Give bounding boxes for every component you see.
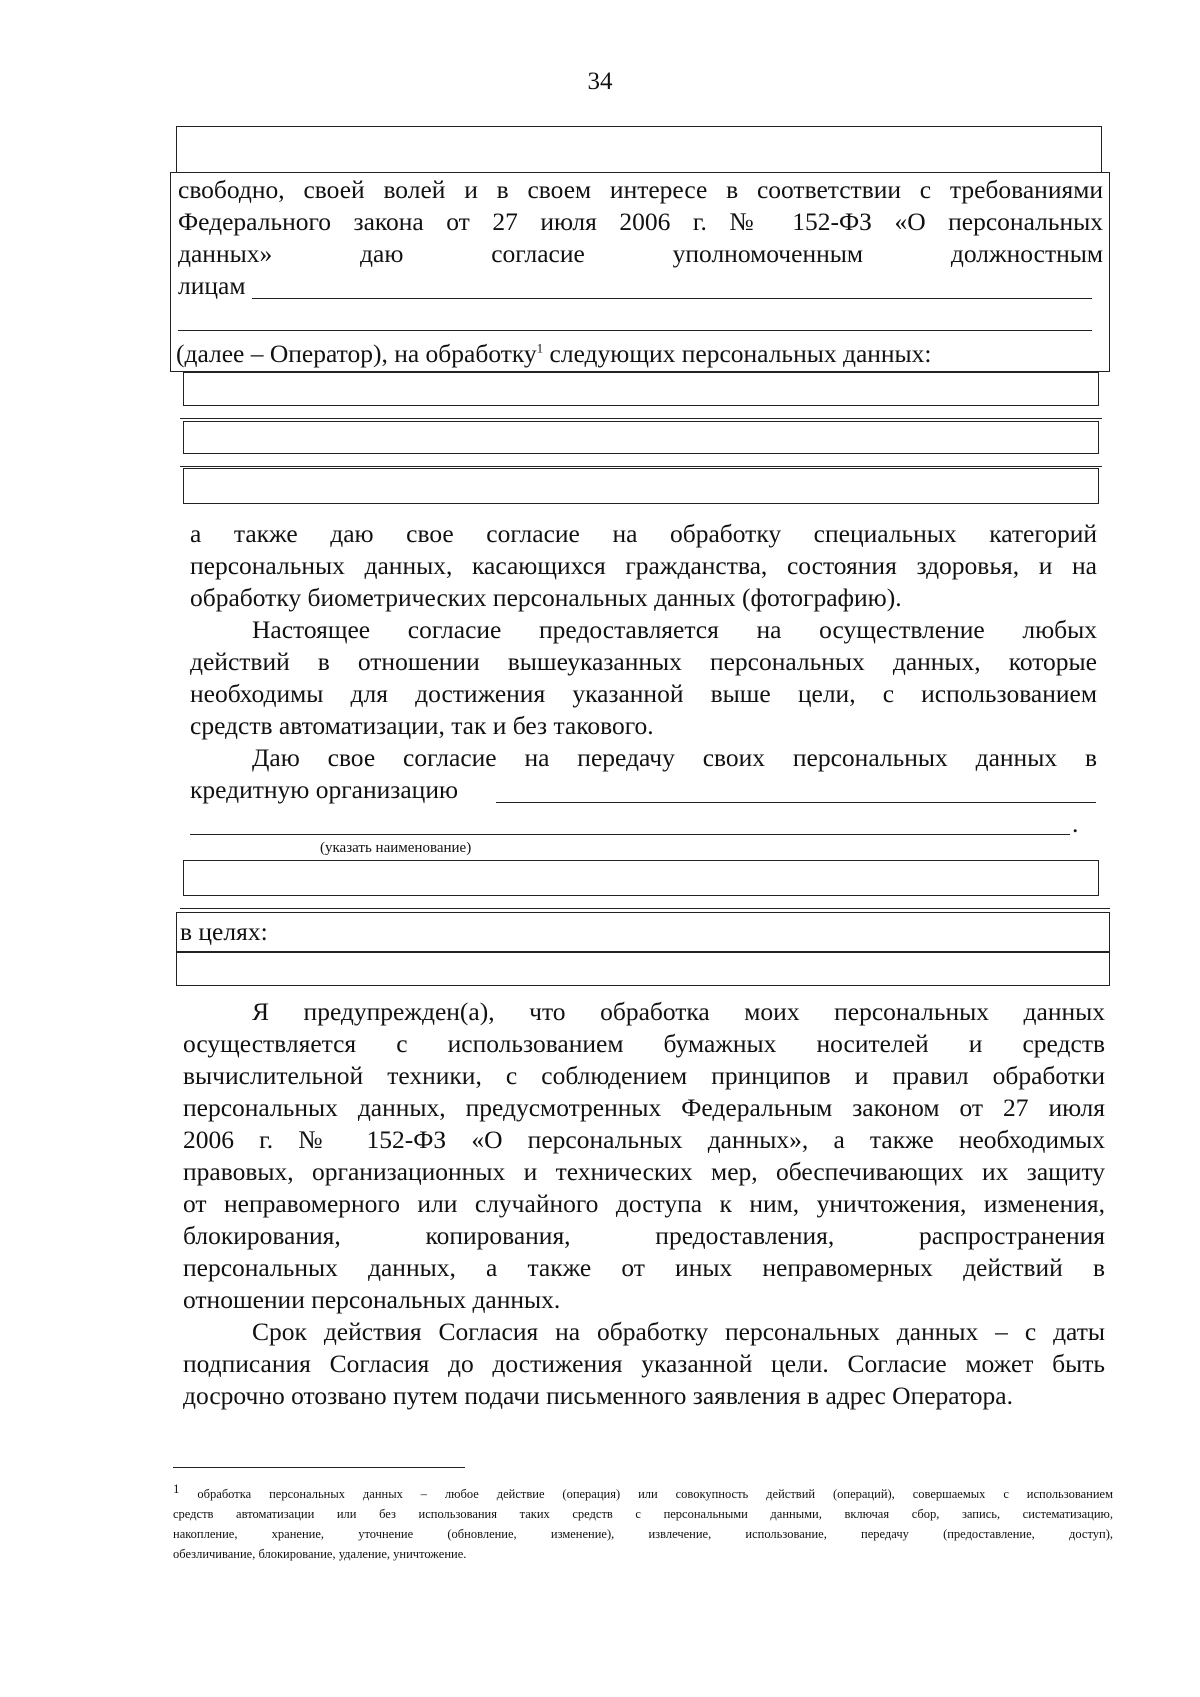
special-line-3: обработку биометрических персональных данных (фотографию). [190, 583, 902, 612]
special-line-2: персональных данных, касающихся гражданства, состояния здоровья, и на [190, 551, 1097, 580]
credit-org-hint: (указать наименование) [320, 840, 472, 856]
warning-line-6: правовых, организационных и технических мер, обеспечивающих их защиту [183, 1157, 1105, 1186]
term-line-1: Срок действия Согласия на обработку персональных данных – с даты [252, 1317, 1105, 1346]
separator-line-2 [180, 466, 1102, 467]
purpose-field[interactable] [176, 952, 1110, 986]
footnote-line-1 [173, 1480, 1113, 1504]
footnote-line-1-text: обработка персональных данных – любое действие (операция) или совокупность действий (операций), совершаемых с использованием [179, 1487, 1113, 1501]
top-field-box[interactable] [176, 126, 1102, 174]
footnote-line-2: средств автоматизации или без использования таких средств с персональными данными, включая сбор, запись, систематизацию, [173, 1507, 1113, 1521]
operator-definition [176, 338, 1106, 370]
actions-line-2: действий в отношении вышеуказанных персональных данных, которые [190, 647, 1097, 676]
operator-name-line-1[interactable] [252, 298, 1092, 299]
footnote-line-3: накопление, хранение, уточнение (обновление, изменение), извлечение, использование, передачу (предоставление, доступ), [173, 1527, 1113, 1541]
personal-data-field-3[interactable] [183, 468, 1099, 504]
credit-org-line-1[interactable] [496, 802, 1096, 803]
consent-line-1: свободно, своей волей и в своем интересе в соответствии с требованиями [178, 175, 1103, 204]
term-line-2: подписания Согласия до достижения указанной цели. Согласие может быть [183, 1349, 1105, 1378]
credit-org-field[interactable] [183, 860, 1099, 896]
actions-line-3: необходимы для достижения указанной выше цели, с использованием [190, 679, 1097, 708]
footnote-line-4: обезличивание, блокирование, удаление, уничтожение. [173, 1547, 467, 1561]
credit-org-line-2[interactable] [190, 834, 1070, 835]
separator-line-1 [180, 418, 1102, 419]
special-line-1: а также даю свое согласие на обработку специальных категорий [190, 519, 1097, 548]
warning-line-7: от неправомерного или случайного доступа к ним, уничтожения, изменения, [183, 1189, 1105, 1218]
operator-definition-prefix: (далее – Оператор), на обработку [176, 339, 537, 368]
footnote-ref[interactable]: 1 [536, 340, 544, 356]
warning-line-5: 2006 г. № 152-ФЗ «О персональных данных», а также необходимых [183, 1125, 1105, 1154]
warning-line-9: персональных данных, а также от иных неправомерных действий в [183, 1253, 1105, 1282]
footnote-marker: 1 [173, 1480, 180, 1496]
operator-name-line-2[interactable] [178, 330, 1092, 331]
warning-line-8: блокирования, копирования, предоставления, распространения [183, 1221, 1105, 1250]
operator-definition-suffix: следующих персональных данных: [543, 339, 932, 368]
page-number: 34 [587, 68, 613, 95]
separator-line-3 [180, 908, 1110, 909]
warning-line-2: осуществляется с использованием бумажных носителей и средств [183, 1029, 1105, 1058]
warning-line-4: персональных данных, предусмотренных Федеральным законом от 27 июля [183, 1093, 1105, 1122]
credit-org-label: кредитную организацию [190, 775, 459, 804]
actions-line-4: средств автоматизации, так и без такового. [190, 711, 654, 740]
purpose-label: в целях: [180, 917, 268, 946]
credit-org-line-end: . [1072, 809, 1079, 838]
footnote-separator [173, 1467, 465, 1468]
warning-line-3: вычислительной техники, с соблюдением принципов и правил обработки [183, 1061, 1105, 1090]
personal-data-field-2[interactable] [183, 421, 1099, 454]
transfer-line-1: Даю свое согласие на передачу своих персональных данных в [252, 743, 1097, 772]
term-line-3: досрочно отозвано путем подачи письменного заявления в адрес Оператора. [183, 1381, 1013, 1410]
actions-line-1: Настоящее согласие предоставляется на осуществление любых [252, 615, 1097, 644]
operator-label: лицам [178, 271, 246, 300]
consent-line-2: Федерального закона от 27 июля 2006 г. № 152-ФЗ «О персональных [178, 207, 1103, 236]
warning-line-10: отношении персональных данных. [183, 1285, 561, 1314]
warning-line-1: Я предупрежден(а), что обработка моих персональных данных [252, 997, 1105, 1026]
personal-data-field-1[interactable] [183, 372, 1099, 406]
consent-line-3: данных» даю согласие уполномоченным должностным [178, 239, 1103, 268]
purpose-box[interactable] [176, 912, 1110, 952]
